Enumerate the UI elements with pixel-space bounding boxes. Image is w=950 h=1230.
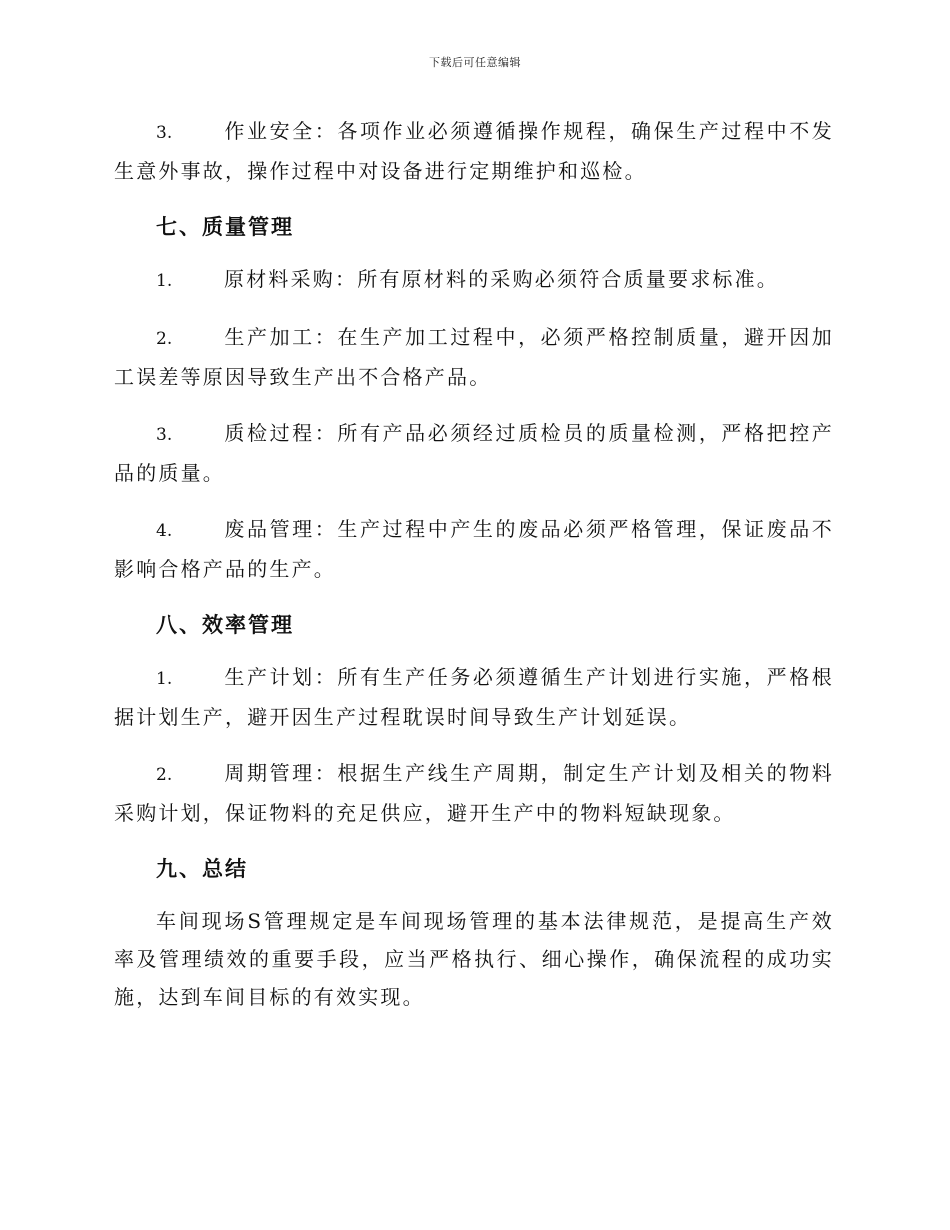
list-item <box>114 510 834 588</box>
list-number: 4. <box>156 521 173 541</box>
list-number: 1. <box>156 669 173 689</box>
list-text: 原材料采购：所有原材料的采购必须符合质量要求标准。 <box>224 267 779 291</box>
list-number: 3. <box>156 123 173 143</box>
section-heading: 九、总结 <box>156 856 248 881</box>
list-number: 2. <box>156 765 173 785</box>
list-item <box>114 414 834 492</box>
page-header: 下载后可任意编辑 <box>429 56 521 69</box>
list-item <box>114 658 834 736</box>
list-text: 废品管理：生产过程中产生的废品必须严格管理，保证废品不影响合格产品的生产。 <box>114 517 834 581</box>
list-number: 3. <box>156 425 173 445</box>
list-number: 2. <box>156 329 173 349</box>
list-text: 周期管理：根据生产线生产周期，制定生产计划及相关的物料采购计划，保证物料的充足供应，避开生产中的物料短缺现象。 <box>114 761 834 825</box>
list-text: 作业安全：各项作业必须遵循操作规程，确保生产过程中不发生意外事故，操作过程中对设备进行定期维护和巡检。 <box>114 119 834 183</box>
list-item <box>114 754 834 832</box>
list-item <box>114 318 834 396</box>
list-text: 生产计划：所有生产任务必须遵循生产计划进行实施，严格根据计划生产，避开因生产过程耽误时间导致生产计划延误。 <box>114 665 834 729</box>
list-item <box>114 112 834 190</box>
list-text: 质检过程：所有产品必须经过质检员的质量检测，严格把控产品的质量。 <box>114 421 834 485</box>
summary-paragraph: 车间现场S管理规定是车间现场管理的基本法律规范，是提高生产效率及管理绩效的重要手段，应当严格执行、细心操作，确保流程的成功实施，达到车间目标的有效实现。 <box>114 909 834 1009</box>
list-number: 1. <box>156 271 173 291</box>
list-item <box>114 260 834 300</box>
list-text: 生产加工：在生产加工过程中，必须严格控制质量，避开因加工误差等原因导致生产出不合格产品。 <box>114 325 834 389</box>
section-heading: 七、质量管理 <box>156 214 294 239</box>
document-body <box>114 112 834 1016</box>
section-heading: 八、效率管理 <box>156 612 294 637</box>
